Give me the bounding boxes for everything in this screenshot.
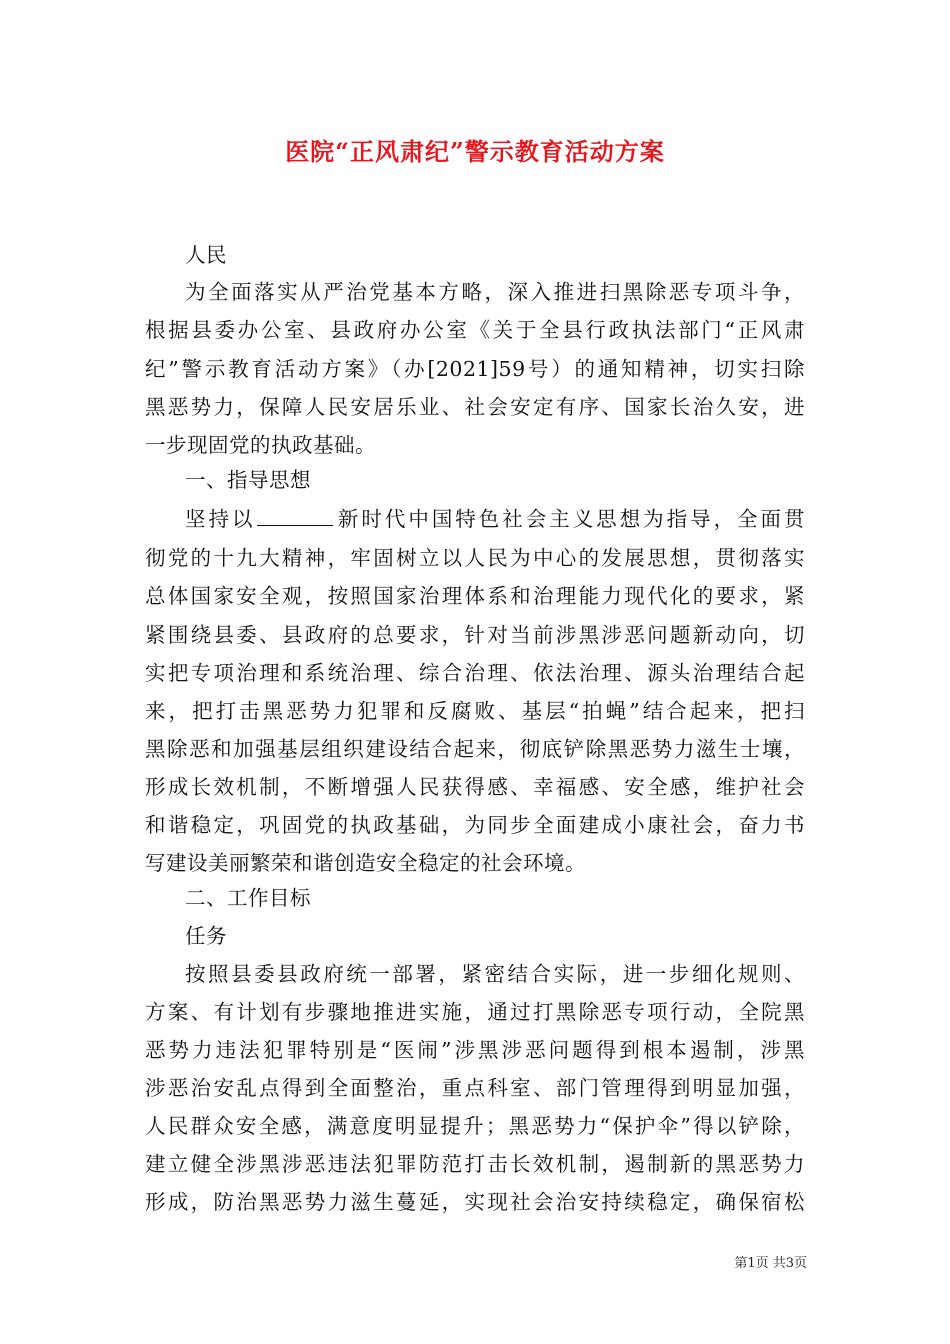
- intro-line: 为全面落实从严治党基本方略，深入推进扫黑除恶专项斗争，: [185, 280, 805, 304]
- intro-line: 一步现固党的执政基础。: [145, 433, 376, 457]
- section1-line: 形成长效机制，不断增强人民获得感、幸福感、安全感，维护社会: [145, 775, 805, 799]
- section2-line: 按照县委县政府统一部署，紧密结合实际，进一步细化规则、: [185, 962, 805, 986]
- section1-line: 和谐稳定，巩固党的执政基础，为同步全面建成小康社会，奋力书: [145, 813, 805, 837]
- intro-line: 纪”警示教育活动方案》（办[2021]59号）的通知精神，切实扫除: [145, 357, 805, 381]
- salutation: 人民: [185, 243, 227, 267]
- section1-line: 写建设美丽繁荣和谐创造安全稳定的社会环境。: [145, 851, 586, 875]
- intro-line: 根据县委办公室、县政府办公室《关于全县行政执法部门“正风肃: [145, 318, 805, 342]
- section1-line: 来，把打击黑恶势力犯罪和反腐败、基层“拍蝇”结合起来，把扫: [145, 699, 805, 723]
- section2-line: 涉恶治安乱点得到全面整治，重点科室、部门管理得到明显加强，: [145, 1076, 805, 1100]
- section1-line: 紧围绕县委、县政府的总要求，针对当前涉黑涉恶问题新动向，切: [145, 623, 805, 647]
- section2-line: 方案、有计划有步骤地推进实施，通过打黑除恶专项行动，全院黑: [145, 1000, 805, 1024]
- section1-line: 黑除恶和加强基层组织建设结合起来，彻底铲除黑恶势力滋生士壤，: [145, 737, 805, 761]
- section1-first-line: [185, 505, 805, 533]
- section2-line: 建立健全涉黑涉恶违法犯罪防范打击长效机制，遏制新的黑恶势力: [145, 1152, 805, 1176]
- section2-line: 形成，防治黑恶势力滋生蔓延，实现社会治安持续稳定，确保宿松: [145, 1190, 805, 1214]
- document-title: 医院“正风肃纪”警示教育活动方案: [285, 137, 665, 166]
- section1-line: 实把专项治理和系统治理、综合治理、依法治理、源头治理结合起: [145, 661, 805, 685]
- blank-underline: [257, 507, 333, 526]
- intro-line: 黑恶势力，保障人民安居乐业、社会安定有序、国家长治久安，进: [145, 395, 805, 419]
- page-number-footer: 第1页 共3页: [734, 1256, 807, 1271]
- section2-subheading: 任务: [185, 924, 227, 948]
- section1-first-line-end: 新时代中国特色社会主义思想为指导，全面贯: [335, 507, 806, 531]
- section2-line: 人民群众安全感，满意度明显提升；黑恶势力“保护伞”得以铲除，: [145, 1114, 805, 1138]
- section1-first-line-start: 坚持以: [185, 507, 256, 531]
- section-heading-work-goals: 二、工作目标: [185, 886, 311, 910]
- section2-line: 恶势力违法犯罪特别是“医闹”涉黑涉恶问题得到根本遏制，涉黑: [145, 1038, 805, 1062]
- section1-line: 彻党的十九大精神，牢固树立以人民为中心的发展思想，贯彻落实: [145, 546, 805, 570]
- section1-line: 总体国家安全观，按照国家治理体系和治理能力现代化的要求，紧: [145, 584, 805, 608]
- section-heading-guiding-ideology: 一、指导思想: [185, 468, 311, 492]
